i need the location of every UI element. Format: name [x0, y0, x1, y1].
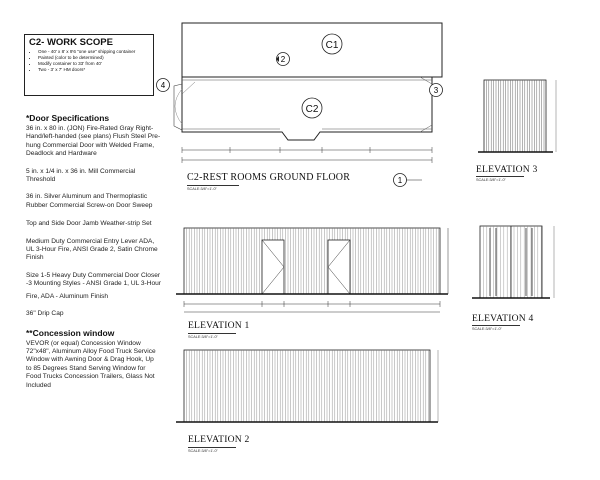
elevation-1-scale: SCALE:3/8"=1'-0" — [188, 333, 236, 339]
work-scope-item: • Painted (color to be determined) — [38, 55, 153, 61]
elevation-3-drawing — [478, 76, 564, 160]
work-scope-item: • One - 40' x 8' x 9'6 "one use" shipping container — [38, 49, 153, 55]
door-specs-heading: *Door Specifications — [26, 113, 110, 123]
elevation-1-title: ELEVATION 1 — [188, 320, 250, 331]
elevation-4-title: ELEVATION 4 — [472, 313, 534, 324]
marker-2-label: 2 — [280, 55, 286, 64]
elevation-3-title: ELEVATION 3 — [476, 164, 538, 175]
concession-heading: **Concession window — [26, 327, 115, 338]
door-spec-paragraph: Fire, ADA - Aluminum Finish — [26, 292, 109, 300]
door-spec-paragraph: 36 in. Silver Aluminum and Thermoplastic Rubber Commercial Screw-on Door Sweep — [26, 193, 153, 209]
label-c2: C2 — [305, 104, 319, 115]
container-c1 — [182, 23, 442, 77]
work-scope-title: C2- WORK SCOPE — [29, 37, 113, 48]
elevation-3-scale: SCALE:3/8"=1'-0" — [476, 176, 524, 182]
floor-plan-drawing — [150, 14, 450, 192]
door-spec-paragraph: 36" Drip Cap — [26, 310, 64, 318]
elevation-4-drawing — [470, 222, 566, 312]
marker-3-label: 3 — [433, 86, 439, 95]
door-specifications — [26, 113, 161, 390]
concession-text: VEVOR (or equal) Concession Window 72"x48", Aluminum Alloy Food Truck Service Window with Awning Door & Drag Hook, Up to 85 Degrees Stand Serving Window for Food Trucks Concession Trailers, Glass Not Included — [26, 339, 156, 389]
work-scope-list — [29, 49, 153, 73]
dimension-lines — [182, 147, 432, 163]
work-scope-item: • Modify container to 33' from 40' — [38, 61, 153, 67]
elevation-2-title: ELEVATION 2 — [188, 434, 250, 445]
work-scope-item: • Two - 3' x 7' HM doors* — [38, 67, 153, 73]
door-spec-paragraph: Top and Side Door Jamb Weather-strip Set — [26, 220, 152, 228]
door-spec-paragraph: Medium Duty Commercial Entry Lever ADA, UL 3-Hour Fire, ANSI Grade 2, Satin Chrome Finish — [26, 237, 158, 262]
door-right — [328, 240, 350, 294]
door-left — [262, 240, 284, 294]
elevation-2-drawing — [176, 342, 456, 434]
label-c1: C1 — [325, 40, 339, 51]
elevation-1-drawing — [176, 218, 456, 318]
marker-4-label: 4 — [160, 81, 166, 90]
elevation-2-scale: SCALE:3/8"=1'-0" — [188, 447, 236, 453]
plan-title: C2-REST ROOMS GROUND FLOOR — [187, 172, 351, 183]
marker-1-label: 1 — [397, 176, 403, 185]
door-spec-paragraph: 36 in. x 80 in. (JON) Fire-Rated Gray Right-Hand/left-handed (see plans) Flush Steel Pre-hung Commercial Door with Welded Frame, Deadlock and Hardware — [26, 125, 161, 158]
elevation-4-scale: SCALE:3/8"=1'-0" — [472, 325, 520, 331]
plan-scale: SCALE:3/8"=1'-0" — [187, 185, 239, 191]
door-spec-paragraph: 5 in. x 1/4 in. x 36 in. Mill Commercial Threshold — [26, 167, 136, 184]
door-spec-paragraph: Size 1-5 Heavy Duty Commercial Door Closer -3 Mounting Styles - ANSI Grade 1, UL 3-Hour — [26, 271, 161, 288]
work-scope-box — [24, 34, 154, 96]
